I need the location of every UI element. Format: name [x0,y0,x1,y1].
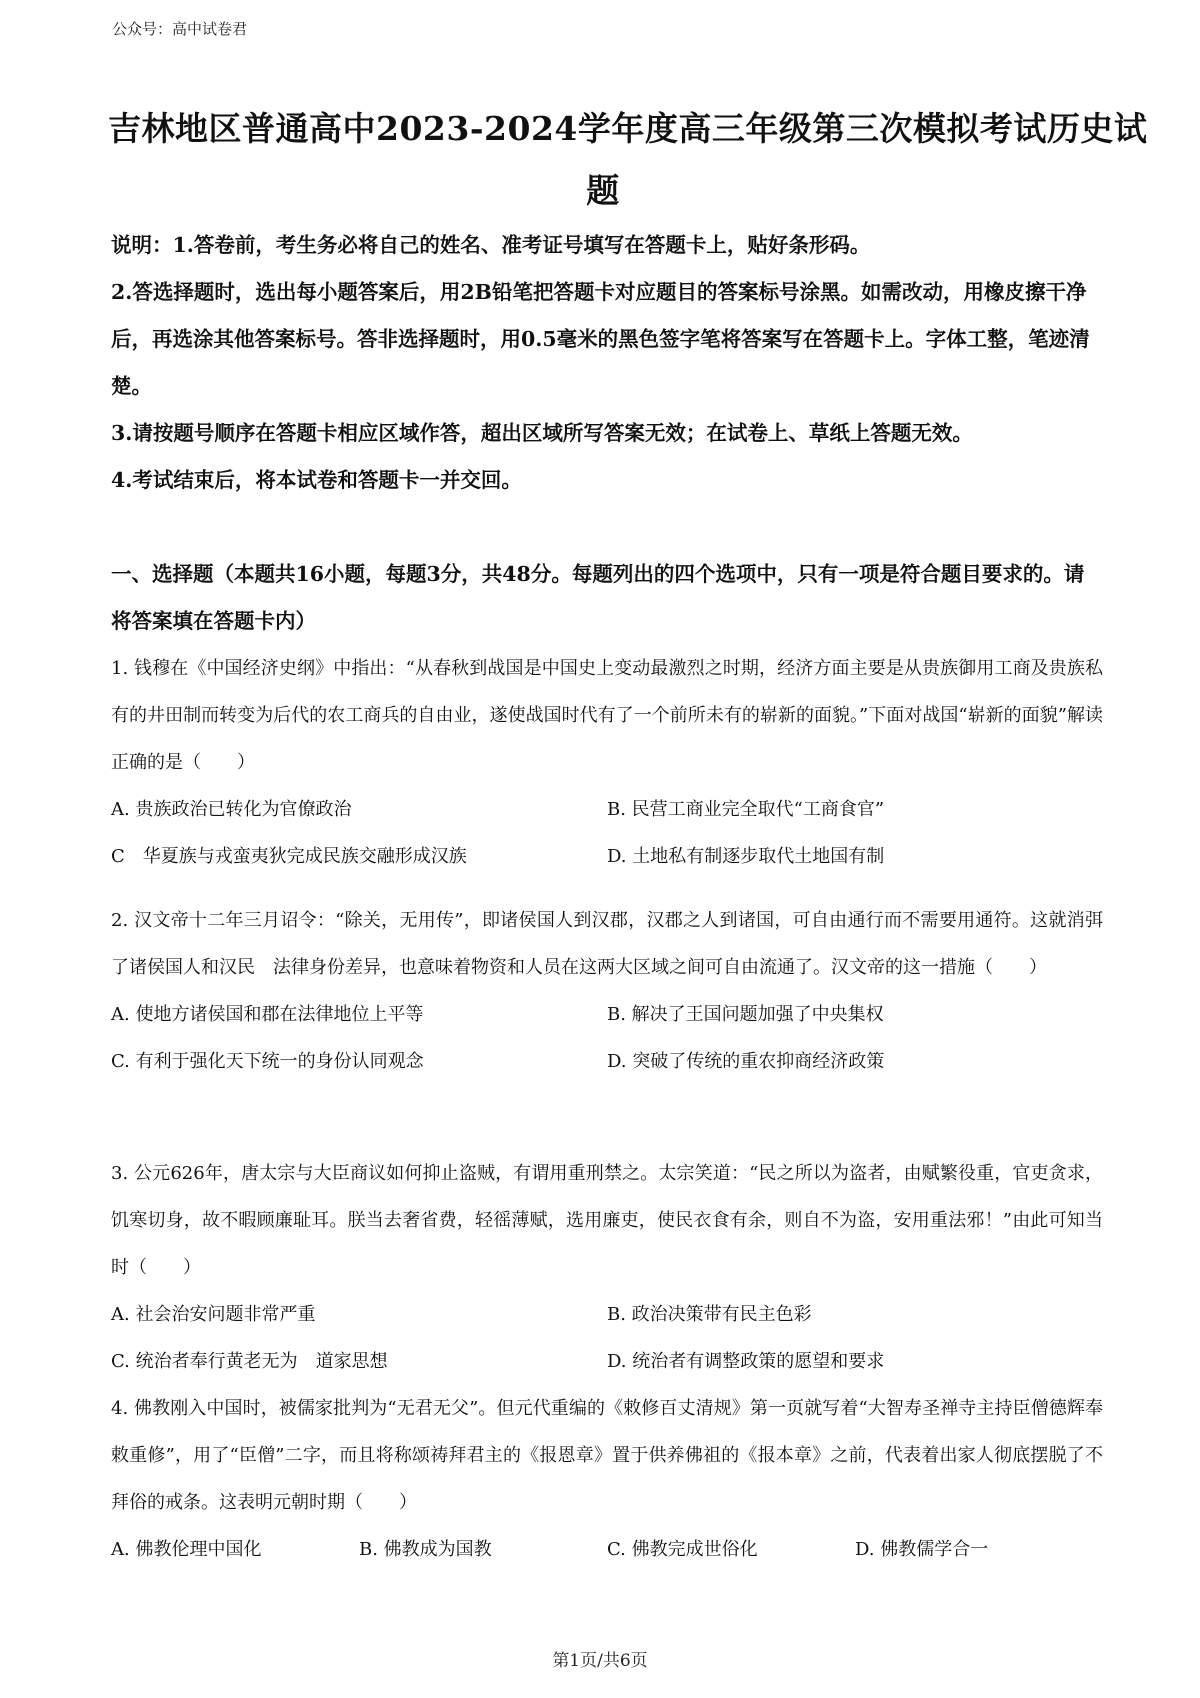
option-d: D. 土地私有制逐步取代土地国有制 [607,846,885,867]
option-b: B. 解决了王国问题加强了中央集权 [607,1004,884,1025]
question-1 [111,645,1103,880]
question-4 [111,1385,1103,1573]
question-stem: 2. 汉文帝十二年三月诏令：“除关，无用传”，即诸侯国人到汉郡，汉郡之人到诸国，可自由通行而不需要用通符。这就消弭了诸侯国人和汉民 法律身份差异，也意味着物资和人员在这两大区域之间可自由流通了。汉文帝的这一措施（ ） [111,910,1103,978]
option-c: C. 统治者奉行黄老无为 道家思想 [111,1351,388,1372]
option-list [111,1291,1103,1385]
instruction-item: 4.考试结束后，将本试卷和答题卡一并交回。 [111,468,522,492]
question-stem: 3. 公元626年，唐太宗与大臣商议如何抑止盗贼，有谓用重刑禁之。太宗笑道：“民之所以为盗者，由赋繁役重，官吏贪求，饥寒切身，故不暇顾廉耻耳。朕当去奢省费，轻徭薄赋，选用廉吏，使民衣食有余，则自不为盗，安用重法邪！”由此可知当时（ ） [111,1163,1103,1278]
question-3 [111,1150,1103,1385]
option-c: C 华夏族与戎蛮夷狄完成民族交融形成汉族 [111,846,467,867]
option-c: C. 有利于强化天下统一的身份认同观念 [111,1051,424,1072]
exam-title-line2: 题 [586,171,620,210]
option-b: B. 民营工商业完全取代“工商食官” [607,799,885,820]
question-stem: 1. 钱穆在《中国经济史纲》中指出：“从春秋到战国是中国史上变动最激烈之时期，经济方面主要是从贵族御用工商及贵族私有的井田制而转变为后代的农工商兵的自由业，遂使战国时代有了一个前所未有的崭新的面貌。”下面对战国“崭新的面貌”解读正确的是（ ） [111,658,1103,773]
page-number-footer: 第1页/共6页 [552,1651,648,1671]
question-2 [111,897,1103,1085]
option-list [111,1526,1103,1573]
option-d: D. 统治者有调整政策的愿望和要求 [607,1351,885,1372]
option-list [111,991,1103,1085]
option-a: A. 佛教伦理中国化 [111,1539,262,1560]
option-b: B. 佛教成为国教 [359,1539,492,1560]
option-d: D. 佛教儒学合一 [855,1539,989,1560]
option-a: A. 社会治安问题非常严重 [111,1304,316,1325]
instruction-item: 说明：1.答卷前，考生务必将自己的姓名、准考证号填写在答题卡上，贴好条形码。 [111,233,871,257]
option-b: B. 政治决策带有民主色彩 [607,1304,812,1325]
instruction-item: 2.答选择题时，选出每小题答案后，用2B铅笔把答题卡对应题目的答案标号涂黑。如需改动，用橡皮擦干净后，再选涂其他答案标号。答非选择题时，用0.5毫米的黑色签字笔将答案写在答题卡上。字体工整，笔迹清楚。 [111,280,1090,398]
exam-title-line1: 吉林地区普通高中2023-2024学年度高三年级第三次模拟考试历史试 [108,109,1148,148]
option-a: A. 使地方诸侯国和郡在法律地位上平等 [111,1004,424,1025]
header-note: 公众号：高中试卷君 [112,20,248,38]
section-heading: 一、选择题（本题共16小题，每题3分，共48分。每题列出的四个选项中，只有一项是符合题目要求的。请将答案填在答题卡内） [111,562,1085,633]
option-c: C. 佛教完成世俗化 [607,1539,758,1560]
instruction-item: 3.请按题号顺序在答题卡相应区域作答，超出区域所写答案无效；在试卷上、草纸上答题无效。 [111,421,973,445]
option-a: A. 贵族政治已转化为官僚政治 [111,799,352,820]
exam-title [108,98,1148,222]
option-d: D. 突破了传统的重农抑商经济政策 [607,1051,885,1072]
instructions [111,222,1101,504]
question-stem: 4. 佛教刚入中国时，被儒家批判为“无君无父”。但元代重编的《敕修百丈清规》第一页就写着“大智寿圣禅寺主持臣僧德辉奉敕重修”，用了“臣僧”二字，而且将称颂祷拜君主的《报恩章》置于供养佛祖的《报本章》之前，代表着出家人彻底摆脱了不拜俗的戒条。这表明元朝时期（ ） [111,1398,1103,1513]
option-list [111,786,1103,880]
